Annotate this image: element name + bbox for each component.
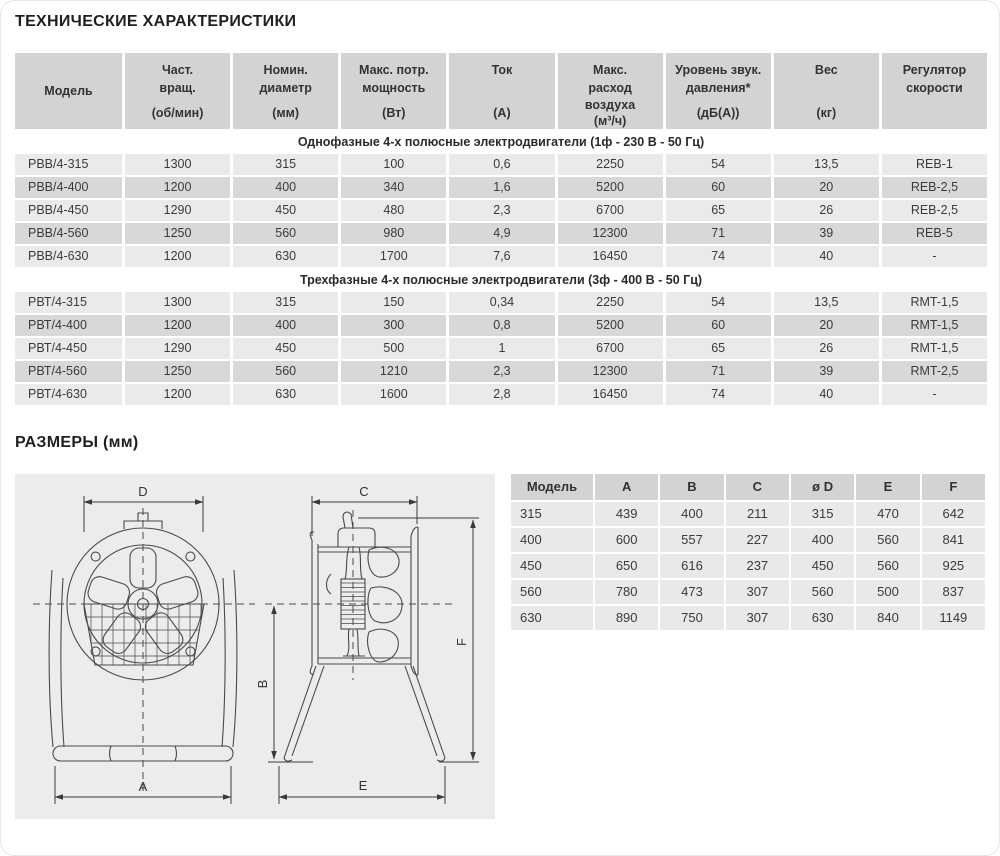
spec-cell: 450	[233, 200, 338, 221]
dims-cell: 400	[791, 528, 854, 552]
spec-cell: 630	[233, 384, 338, 405]
spec-column-label-line: Макс.	[593, 63, 628, 77]
motor-ribs	[341, 583, 365, 624]
spec-cell: -	[882, 384, 987, 405]
dims-cell: 560	[856, 554, 919, 578]
spec-column-unit: (А)	[493, 106, 511, 121]
dims-cell: 227	[726, 528, 789, 552]
guard-grid-mesh	[84, 604, 204, 665]
spec-cell: RMT-1,5	[882, 315, 987, 336]
dims-cell: 211	[726, 502, 789, 526]
spec-cell: 2,3	[449, 200, 554, 221]
spec-column-label	[675, 62, 761, 97]
model-cell: РВТ/4-450	[15, 338, 122, 359]
spec-cell: 54	[666, 154, 771, 175]
spec-column-header	[125, 53, 230, 129]
spec-cell: 1200	[125, 315, 230, 336]
spec-column-label-line: мощность	[362, 80, 426, 95]
spec-cell: 65	[666, 338, 771, 359]
spec-cell: 4,9	[449, 223, 554, 244]
spec-column-unit: (дБ(А))	[696, 106, 740, 121]
dims-cell: 650	[595, 554, 658, 578]
spec-column-header	[558, 53, 663, 129]
bolt-hole	[186, 552, 195, 561]
spec-column-label-line: Номин.	[263, 63, 308, 77]
dims-cell: 600	[595, 528, 658, 552]
spec-cell: 54	[666, 292, 771, 313]
model-cell: РВТ/4-630	[15, 384, 122, 405]
dims-cell: 780	[595, 580, 658, 604]
spec-cell: 1250	[125, 361, 230, 382]
dims-model-cell: 315	[511, 502, 593, 526]
fan-technical-drawing	[15, 474, 495, 819]
spec-cell: 39	[774, 361, 879, 382]
spec-cell: 60	[666, 315, 771, 336]
dims-column-header: ø D	[791, 474, 854, 500]
model-cell: РВВ/4-315	[15, 154, 122, 175]
spec-column-label-line: Регулятор	[902, 63, 967, 77]
dim-label-a: A	[138, 779, 148, 794]
spec-column-label-line: Част.	[161, 63, 194, 77]
dims-cell: 473	[660, 580, 723, 604]
model-cell: РВТ/4-315	[15, 292, 122, 313]
spec-cell: 0,34	[449, 292, 554, 313]
motor-shaft-lower	[343, 629, 365, 656]
casing-top-edge	[318, 547, 411, 552]
dims-column-header: C	[726, 474, 789, 500]
dims-cell: 925	[922, 554, 985, 578]
spec-column-header	[882, 53, 987, 129]
dims-cell: 307	[726, 580, 789, 604]
spec-cell: 40	[774, 384, 879, 405]
model-cell: РВТ/4-560	[15, 361, 122, 382]
model-cell: РВТ/4-400	[15, 315, 122, 336]
spec-column-label-line: Модель	[44, 83, 93, 98]
spec-cell: 1300	[125, 154, 230, 175]
spec-cell: 1,6	[449, 177, 554, 198]
dims-cell: 315	[791, 502, 854, 526]
spec-cell: 630	[233, 246, 338, 267]
spec-cell: 0,6	[449, 154, 554, 175]
spec-column-label	[44, 83, 92, 101]
dims-cell: 837	[922, 580, 985, 604]
dims-column-header: A	[595, 474, 658, 500]
spec-cell: 5200	[558, 315, 663, 336]
dims-cell: 890	[595, 606, 658, 630]
spec-cell: 100	[341, 154, 446, 175]
spec-cell: 560	[233, 223, 338, 244]
spec-cell: 2250	[558, 154, 663, 175]
spec-cell: 6700	[558, 338, 663, 359]
spec-column-label-line: давления*	[685, 80, 751, 95]
spec-column-label-line: вращ.	[159, 80, 196, 95]
spec-cell: 39	[774, 223, 879, 244]
dims-column-header: Модель	[511, 474, 593, 500]
casing-left-wall	[310, 532, 314, 674]
spec-cell: 2250	[558, 292, 663, 313]
spec-cell: 26	[774, 200, 879, 221]
dim-label-f: F	[454, 638, 469, 646]
spec-cell: 400	[233, 315, 338, 336]
spec-cell: 6700	[558, 200, 663, 221]
spec-cell: RMT-1,5	[882, 292, 987, 313]
spec-cell: 5200	[558, 177, 663, 198]
spec-cell: REB-2,5	[882, 177, 987, 198]
spec-cell: 500	[341, 338, 446, 359]
spec-cell: 450	[233, 338, 338, 359]
spec-cell: 300	[341, 315, 446, 336]
spec-column-unit: (мм)	[272, 106, 300, 121]
spec-cell: 16450	[558, 246, 663, 267]
spec-cell: 315	[233, 154, 338, 175]
spec-cell: 2,8	[449, 384, 554, 405]
dim-label-b: B	[255, 679, 270, 689]
dims-cell: 400	[660, 502, 723, 526]
dims-cell: 557	[660, 528, 723, 552]
spec-cell: 65	[666, 200, 771, 221]
spec-cell: 1290	[125, 200, 230, 221]
dims-cell: 1149	[922, 606, 985, 630]
spec-column-header	[233, 53, 338, 129]
casing-bottom-edge	[318, 658, 411, 664]
dimensions-title: РАЗМЕРЫ (мм)	[15, 434, 139, 451]
section-header: Трехфазные 4-х полюсные электродвигатели (3ф - 400 В - 50 Гц)	[15, 269, 987, 290]
spec-column-header	[666, 53, 771, 129]
dim-label-e: E	[358, 778, 368, 793]
dimensions-table	[511, 474, 985, 819]
spec-column-unit: (Вт)	[382, 106, 406, 121]
section-header: Однофазные 4-х полюсные электродвигатели (1ф - 230 В - 50 Гц)	[15, 131, 987, 152]
spec-cell: 74	[666, 384, 771, 405]
dims-model-cell: 630	[511, 606, 593, 630]
stand-side-legs	[284, 666, 445, 761]
page-title: ТЕХНИЧЕСКИЕ ХАРАКТЕРИСТИКИ	[15, 13, 297, 30]
spec-cell: 26	[774, 338, 879, 359]
spec-column-label-line: расход	[588, 80, 632, 95]
dims-cell: 841	[922, 528, 985, 552]
spec-cell: 1700	[341, 246, 446, 267]
spec-column-label	[815, 62, 838, 80]
spec-cell: 1	[449, 338, 554, 359]
model-cell: РВВ/4-400	[15, 177, 122, 198]
spec-cell: REB-2,5	[882, 200, 987, 221]
spec-cell: 13,5	[774, 292, 879, 313]
spec-cell: RMT-1,5	[882, 338, 987, 359]
spec-cell: REB-5	[882, 223, 987, 244]
spec-cell: 980	[341, 223, 446, 244]
spec-column-unit: (об/мин)	[151, 106, 204, 121]
spec-cell: 1200	[125, 246, 230, 267]
bolt-hole	[186, 647, 195, 656]
dims-cell: 470	[856, 502, 919, 526]
dims-cell: 616	[660, 554, 723, 578]
spec-column-label-line: Уровень звук.	[675, 63, 762, 77]
spec-cell: 16450	[558, 384, 663, 405]
spec-cell: 480	[341, 200, 446, 221]
spec-column-label	[359, 62, 429, 97]
spec-cell: REB-1	[882, 154, 987, 175]
spec-cell: -	[882, 246, 987, 267]
spec-cell: 0,8	[449, 315, 554, 336]
spec-column-label	[585, 62, 635, 115]
spec-cell: 340	[341, 177, 446, 198]
dimensions-section	[15, 474, 985, 819]
spec-cell: 1250	[125, 223, 230, 244]
spec-column-label-line: диаметр	[259, 80, 312, 95]
spec-column-label	[492, 62, 513, 80]
model-cell: РВВ/4-560	[15, 223, 122, 244]
spec-cell: 71	[666, 223, 771, 244]
spec-cell: 1300	[125, 292, 230, 313]
dims-cell: 630	[791, 606, 854, 630]
spec-cell: 7,6	[449, 246, 554, 267]
bolt-hole	[91, 552, 100, 561]
spec-table	[15, 53, 987, 405]
spec-column-label	[260, 62, 312, 97]
dims-cell: 642	[922, 502, 985, 526]
dims-model-cell: 450	[511, 554, 593, 578]
spec-cell: 400	[233, 177, 338, 198]
fan-side-view	[284, 512, 445, 761]
spec-column-label-line: Вес	[814, 63, 838, 77]
dims-cell: 307	[726, 606, 789, 630]
spec-column-unit: (м³/ч)	[593, 113, 627, 128]
spec-column-label-line: Ток	[491, 63, 513, 77]
spec-cell: 1290	[125, 338, 230, 359]
dims-cell: 439	[595, 502, 658, 526]
model-cell: РВВ/4-450	[15, 200, 122, 221]
spec-column-header	[774, 53, 879, 129]
spec-column-label	[903, 62, 966, 97]
spec-cell: 12300	[558, 361, 663, 382]
spec-cell: RMT-2,5	[882, 361, 987, 382]
casing-right-wall	[411, 527, 418, 675]
spec-cell: 13,5	[774, 154, 879, 175]
dims-column-header: F	[922, 474, 985, 500]
spec-cell: 560	[233, 361, 338, 382]
dims-cell: 237	[726, 554, 789, 578]
dims-model-cell: 400	[511, 528, 593, 552]
spec-cell: 2,3	[449, 361, 554, 382]
spec-column-label	[159, 62, 195, 97]
spec-cell: 1200	[125, 384, 230, 405]
spec-cell: 12300	[558, 223, 663, 244]
spec-cell: 315	[233, 292, 338, 313]
spec-column-header	[341, 53, 446, 129]
spec-column-label-line: скорости	[906, 80, 963, 95]
centerlines	[33, 508, 453, 792]
model-cell: РВВ/4-630	[15, 246, 122, 267]
terminal-box-side	[338, 528, 375, 547]
impeller-side-blades	[327, 547, 403, 662]
dims-column-header: B	[660, 474, 723, 500]
spec-cell: 1600	[341, 384, 446, 405]
spec-column-header	[449, 53, 554, 129]
dims-cell: 560	[791, 580, 854, 604]
dims-cell: 450	[791, 554, 854, 578]
terminal-box-nub-side	[343, 512, 353, 528]
spec-cell: 71	[666, 361, 771, 382]
spec-cell: 40	[774, 246, 879, 267]
spec-column-label-line: Макс. потр.	[359, 63, 429, 77]
dims-cell: 840	[856, 606, 919, 630]
spec-cell: 1200	[125, 177, 230, 198]
spec-cell: 20	[774, 177, 879, 198]
dims-model-cell: 560	[511, 580, 593, 604]
dims-cell: 750	[660, 606, 723, 630]
spec-column-label-line: воздуха	[584, 98, 636, 112]
dim-label-d: D	[138, 484, 148, 499]
dims-column-header: E	[856, 474, 919, 500]
spec-cell: 1210	[341, 361, 446, 382]
dims-cell: 500	[856, 580, 919, 604]
dimension-C	[312, 496, 417, 536]
dims-cell: 560	[856, 528, 919, 552]
spec-column-unit: (кг)	[816, 106, 837, 121]
fan-drawing-panel	[15, 474, 495, 819]
dim-label-c: C	[359, 484, 369, 499]
spec-cell: 74	[666, 246, 771, 267]
spec-cell: 150	[341, 292, 446, 313]
spec-cell: 20	[774, 315, 879, 336]
spec-cell: 60	[666, 177, 771, 198]
spec-column-header	[15, 53, 122, 129]
